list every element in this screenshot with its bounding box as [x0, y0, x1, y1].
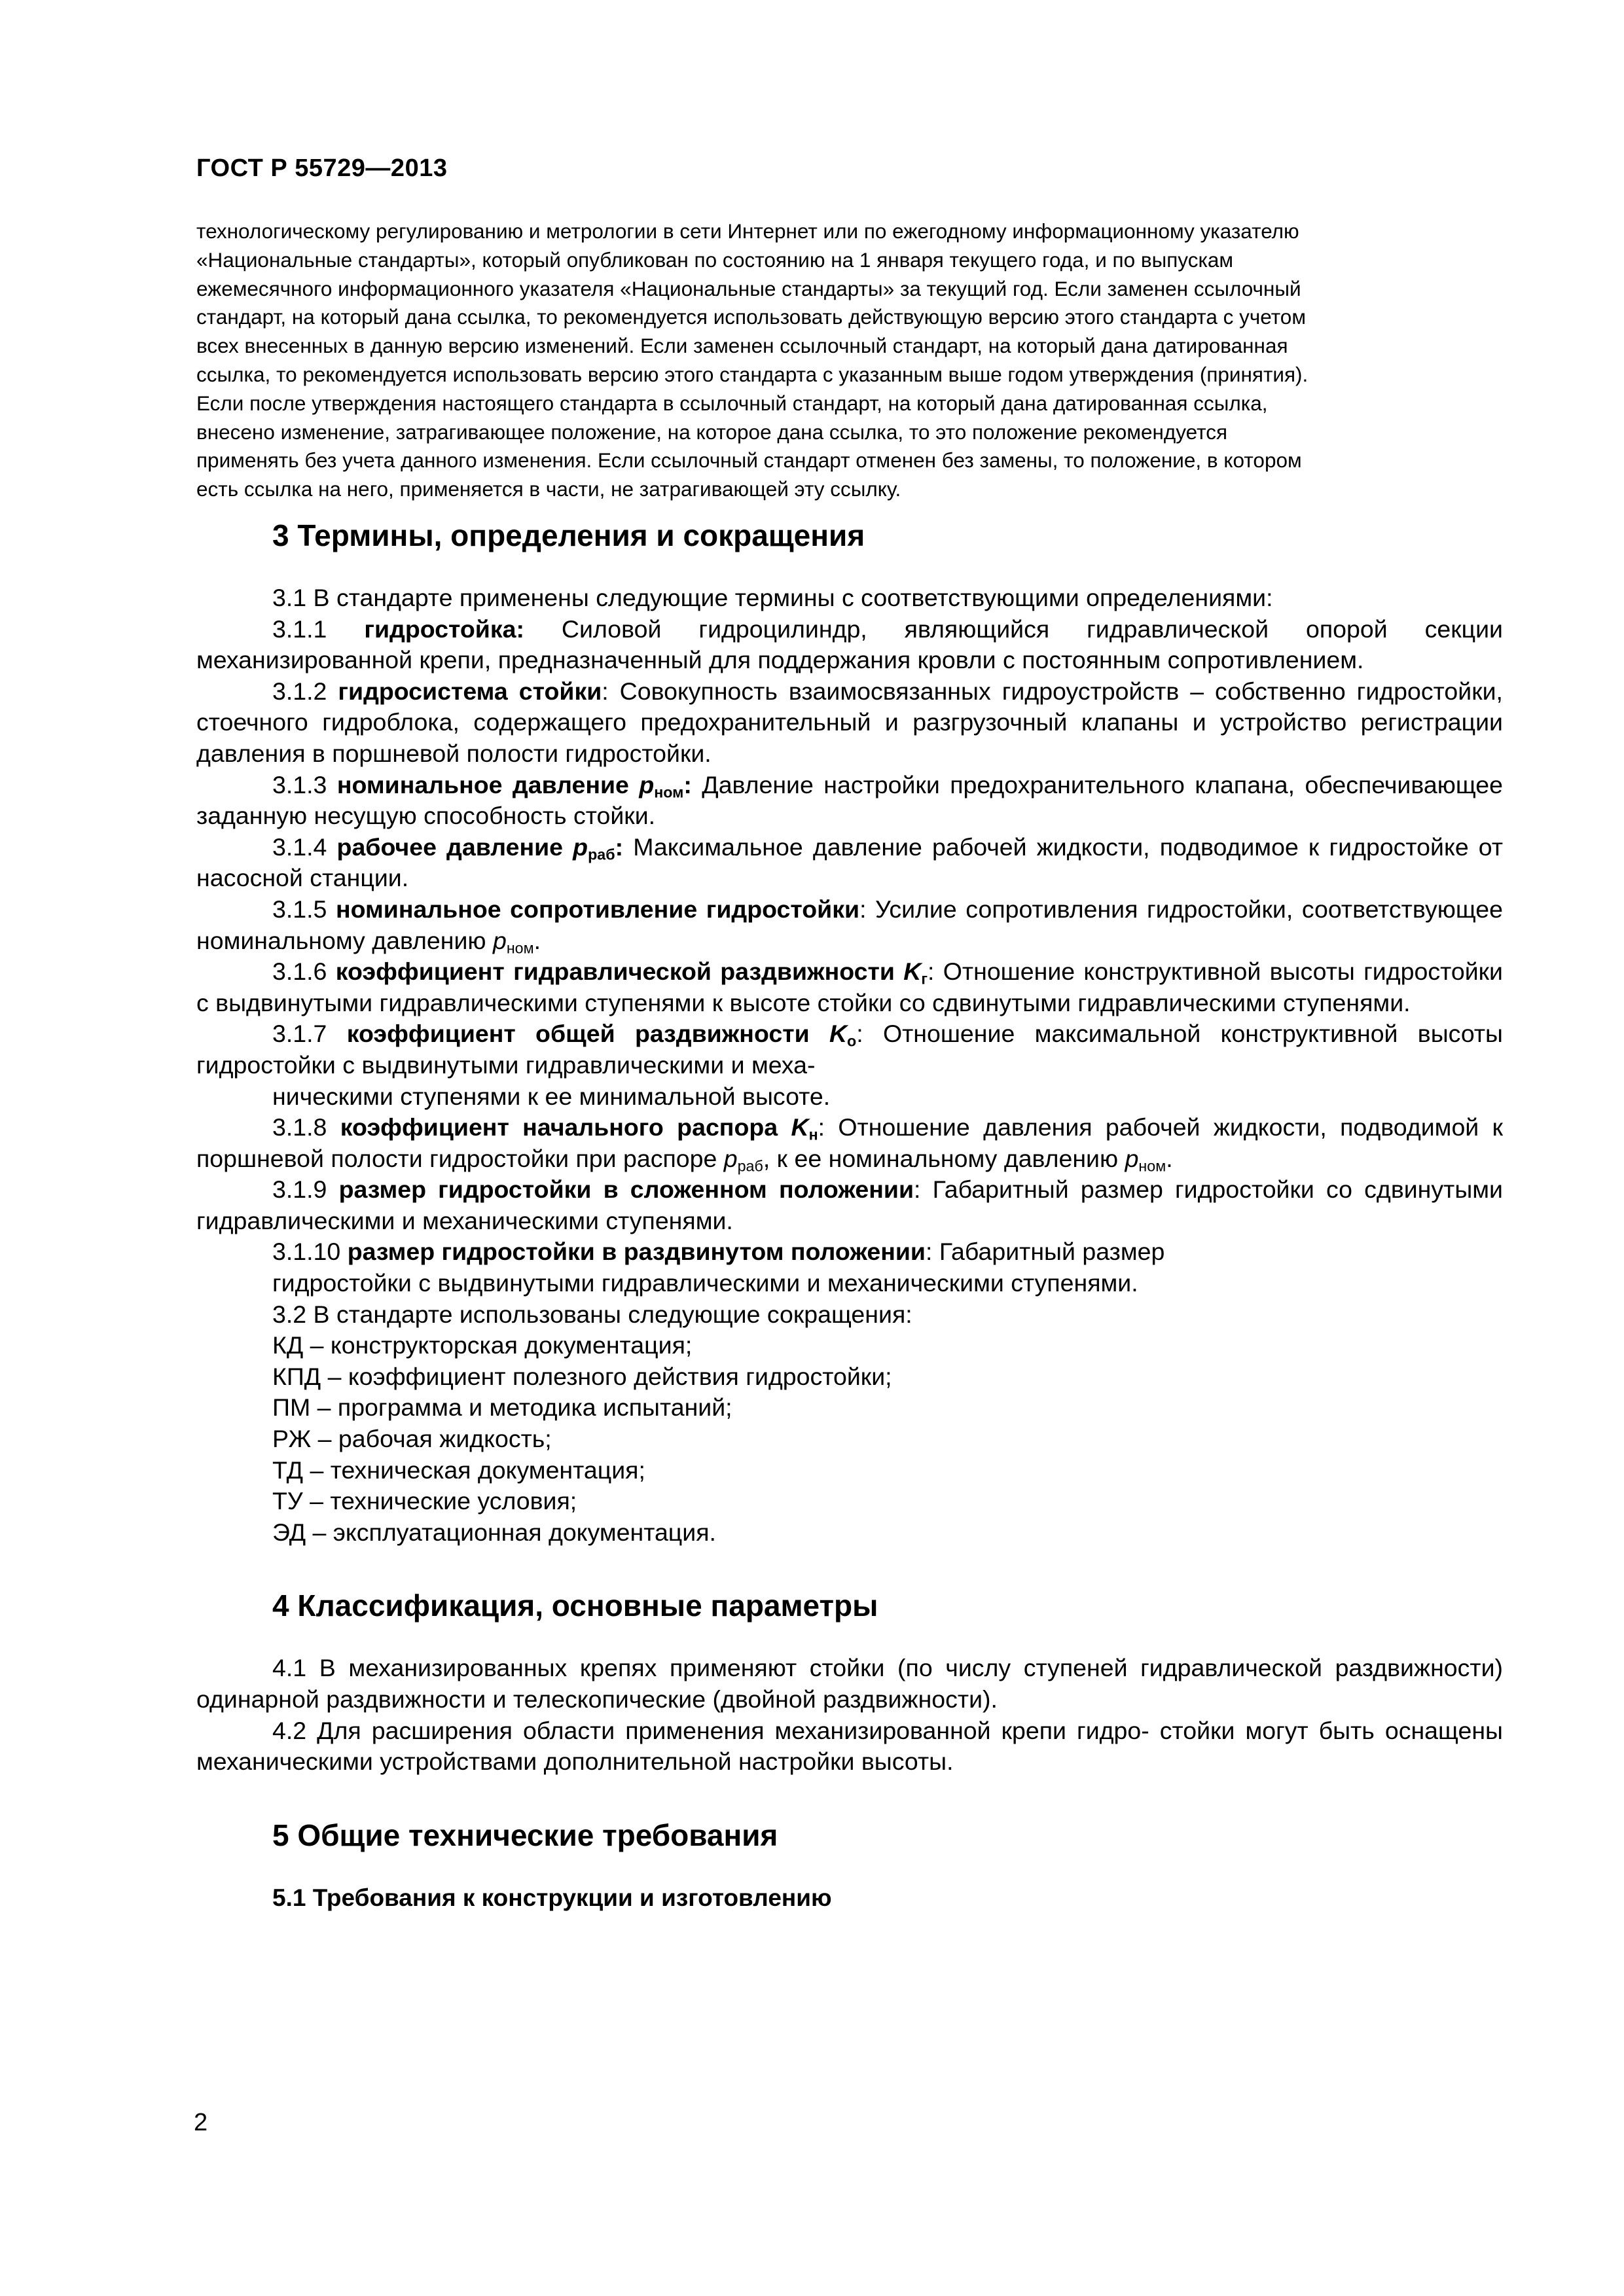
paragraph-3-1: 3.1 В стандарте применены следующие термины с соответствующими определениями:: [272, 584, 1273, 611]
term-name: размер гидростойки в сложенном положении: [338, 1175, 914, 1204]
document-code: ГОСТ Р 55729—2013: [196, 154, 448, 182]
term-number: 3.1.7: [272, 1020, 347, 1048]
intro-line: внесено изменение, затрагивающее положение, на которое дана ссылка, то это положение рекомендуется: [196, 420, 1228, 444]
term-number: 3.1.4: [272, 833, 337, 861]
paragraph-3-2: 3.2 В стандарте использованы следующие сокращения:: [272, 1300, 912, 1328]
term-colon: :: [683, 770, 692, 798]
abbreviation-item: РЖ – рабочая жидкость;: [272, 1425, 552, 1453]
paragraph-4-1: 4.1 В механизированных крепях применяют стойки (по числу ступеней гидравлической раздвижности) одинарной раздвижности и телескопические (двойной раздвижности).: [196, 1654, 1503, 1713]
intro-line: применять без учета данного изменения. Если ссылочный стандарт отменен без замены, то положение, в котором: [196, 448, 1302, 473]
term-name: гидросистема стойки: [338, 677, 602, 705]
term-definition-end: .: [533, 926, 541, 954]
term-number: 3.1.5: [272, 895, 336, 923]
term-name: коэффициент гидравлической раздвижности: [335, 958, 904, 986]
term-symbol: p: [573, 833, 588, 861]
abbreviation-item: ТУ – технические условия;: [272, 1487, 577, 1515]
term-number: 3.1.2: [272, 677, 338, 705]
term-definition: : Отношение максимальной конструктивной высоты гидростойки с выдвинутыми гидравлическими и меха-: [196, 1020, 1503, 1079]
intro-line: Если после утверждения настоящего стандарта в ссылочный стандарт, на который дана датированная ссылка,: [196, 391, 1268, 415]
term-symbol: K: [829, 1020, 848, 1048]
term-definition: : Отношение давления рабочей жидкости, подводимой к поршневой полости гидростойки при распоре: [196, 1113, 1504, 1172]
intro-line: технологическому регулированию и метрологии в сети Интернет или по ежегодному информационному указателю: [196, 219, 1299, 243]
abbreviation-item: ТД – техническая документация;: [272, 1456, 645, 1484]
abbreviation-item: КД – конструкторская документация;: [272, 1331, 693, 1359]
term-definition: : Габаритный размер: [925, 1238, 1165, 1266]
term-number: 3.1.9: [272, 1175, 339, 1204]
term-3-1-2: [196, 676, 1503, 770]
term-3-1-6: [196, 956, 1503, 1018]
term-definition: : Отношение конструктивной высоты гидростойки с выдвинутыми гидравлическими ступенями к высоте стойки со сдвинутыми гидравлическими ступенями.: [196, 958, 1503, 1016]
term-name: коэффициент начального распора: [340, 1113, 791, 1141]
term-number: 3.1.8: [272, 1113, 340, 1141]
intro-line: всех внесенных в данную версию изменений. Если заменен ссылочный стандарт, на который дана датированная: [196, 334, 1288, 358]
term-name: размер гидростойки в раздвинутом положении: [347, 1238, 926, 1266]
term-name: номинальное давление: [336, 770, 640, 798]
intro-line: ежемесячного информационного указателя «Национальные стандарты» за текущий год. Если заменен ссылочный: [196, 276, 1301, 300]
term-definition: : Совокупность взаимосвязанных гидроустройств – собственно гидростойки, стоечного гидроблока, содержащего предохранительный и разгрузочный клапаны и устройство регистрации давления в поршневой полости гидростойки.: [196, 677, 1503, 767]
section-4-title: 4 Классификация, основные параметры: [272, 1588, 878, 1623]
intro-line: стандарт, на который дана ссылка, то рекомендуется использовать действующую версию этого стандарта с учетом: [196, 305, 1306, 329]
abbreviation-item: ЭД – эксплуатационная документация.: [272, 1518, 716, 1546]
term-3-1-9: [196, 1174, 1503, 1236]
term-3-1-10-continuation: гидростойки с выдвинутыми гидравлическими и механическими ступенями.: [272, 1269, 1138, 1297]
term-number: 3.1.3: [272, 770, 337, 798]
term-3-1-8: [196, 1112, 1503, 1174]
term-name: гидростойка:: [364, 615, 524, 643]
section-5-title: 5 Общие технические требования: [272, 1818, 778, 1852]
term-definition: Максимальное давление рабочей жидкости, подводимое к гидростойке от насосной станции.: [196, 833, 1504, 892]
term-definition: Давление настройки предохранительного клапана, обеспечивающее заданную несущую способность стойки.: [196, 770, 1504, 830]
term-3-1-4: [196, 832, 1503, 894]
term-symbol: p: [492, 926, 507, 954]
term-name: рабочее давление: [336, 833, 573, 861]
term-symbol-subscript: о: [847, 1032, 857, 1050]
term-symbol-2-subscript: раб: [737, 1157, 763, 1175]
term-definition-mid: , к ее номинальному давлению: [763, 1144, 1125, 1172]
term-symbol-subscript: ном: [506, 939, 534, 957]
term-number: 3.1.6: [272, 958, 336, 986]
term-symbol-3: p: [1125, 1144, 1139, 1172]
intro-line: «Национальные стандарты», который опубликован по состоянию на 1 января текущего года, и по выпускам: [196, 247, 1234, 272]
term-3-1-3: [196, 770, 1503, 832]
term-symbol-subscript: раб: [588, 846, 615, 863]
intro-paragraph: [196, 217, 1503, 504]
term-symbol-2: p: [723, 1144, 738, 1172]
term-3-1-1: [196, 614, 1503, 676]
term-number: 3.1.10: [272, 1238, 348, 1266]
term-3-1-7: [196, 1018, 1503, 1081]
intro-line: есть ссылка на него, применяется в части, не затрагивающей эту ссылку.: [196, 477, 901, 501]
abbreviation-item: КПД – коэффициент полезного действия гидростойки;: [272, 1362, 892, 1390]
page-number: 2: [194, 2109, 208, 2136]
term-symbol-subscript: н: [808, 1126, 818, 1143]
term-definition: : Габаритный размер гидростойки со сдвинутыми гидравлическими и механическими ступенями.: [196, 1175, 1503, 1234]
term-symbol: p: [639, 770, 655, 798]
term-3-1-7-continuation: ническими ступенями к ее минимальной высоте.: [272, 1082, 831, 1110]
subsection-5-1-title: 5.1 Требования к конструкции и изготовлению: [272, 1884, 832, 1911]
term-3-1-10: [196, 1236, 1503, 1268]
term-name: номинальное сопротивление гидростойки: [335, 895, 860, 923]
term-symbol: K: [903, 958, 922, 986]
main-content: [196, 517, 1503, 1914]
abbreviation-item: ПМ – программа и методика испытаний;: [272, 1393, 732, 1422]
term-symbol-3-subscript: ном: [1138, 1157, 1166, 1175]
term-3-1-5: [196, 894, 1503, 956]
term-definition-end: .: [1166, 1144, 1173, 1172]
term-number: 3.1.1: [272, 615, 365, 643]
term-symbol: K: [791, 1113, 809, 1141]
section-3-title: 3 Термины, определения и сокращения: [272, 518, 865, 552]
term-definition: : Усилие сопротивления гидростойки, соответствующее номинальному давлению: [196, 895, 1503, 954]
term-definition: Силовой гидроцилиндр, являющийся гидравлической опорой секции механизированной крепи, предназначенный для поддержания кровли с постоянным сопротивлением.: [196, 615, 1504, 674]
term-symbol-subscript: г: [921, 970, 928, 988]
paragraph-4-2: 4.2 Для расширения области применения механизированной крепи гидро- стойки могут быть оснащены механическими устройствами дополнительной настройки высоты.: [196, 1716, 1503, 1776]
term-name: коэффициент общей раздвижности: [346, 1020, 829, 1048]
term-symbol-subscript: ном: [654, 783, 684, 801]
intro-line: ссылка, то рекомендуется использовать версию этого стандарта с указанным выше годом утверждения (принятия).: [196, 362, 1308, 386]
term-colon: :: [615, 833, 624, 861]
